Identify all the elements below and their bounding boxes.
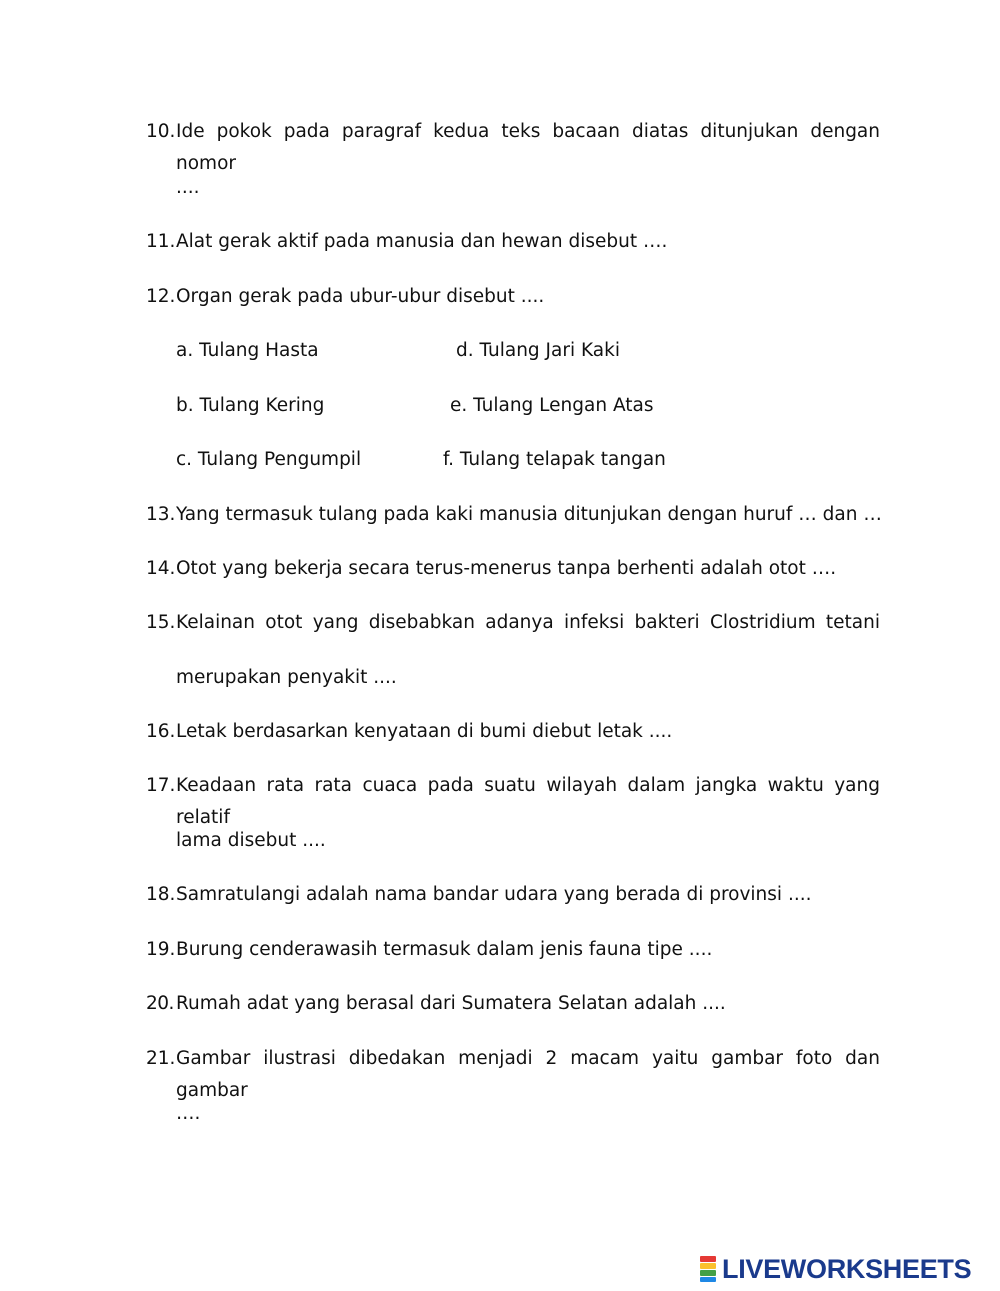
- liveworksheets-logo: [700, 1254, 971, 1284]
- question-number: 13.: [146, 504, 176, 525]
- answer-blank: ....: [176, 177, 200, 198]
- question-text: Ide pokok pada paragraf kedua teks bacaan diatas ditunjukan dengan nomor: [176, 121, 880, 174]
- logo-bar-red: [700, 1256, 716, 1262]
- question-text: Alat gerak aktif pada manusia dan hewan disebut ….: [176, 231, 668, 252]
- option-b: b. Tulang Kering: [176, 395, 325, 416]
- question-number: 12.: [146, 286, 176, 307]
- question-number: 19.: [146, 939, 176, 960]
- question-number: 18.: [146, 884, 176, 905]
- question-number: 10.: [146, 121, 176, 142]
- question-number: 16.: [146, 721, 176, 742]
- liveworksheets-logo-icon: [700, 1256, 718, 1282]
- question-text: Samratulangi adalah nama bandar udara yang berada di provinsi ....: [176, 884, 812, 905]
- question-text-cont: lama disebut ....: [176, 830, 326, 851]
- logo-bar-yellow: [700, 1263, 716, 1269]
- answer-blank: ….: [176, 1103, 201, 1124]
- option-d: d. Tulang Jari Kaki: [456, 340, 620, 361]
- question-text: Letak berdasarkan kenyataan di bumi diebut letak ....: [176, 721, 673, 742]
- logo-bar-blue: [700, 1277, 716, 1282]
- option-e: e. Tulang Lengan Atas: [450, 395, 654, 416]
- question-text: Keadaan rata rata cuaca pada suatu wilayah dalam jangka waktu yang relatif: [176, 775, 880, 828]
- option-f: f. Tulang telapak tangan: [443, 449, 666, 470]
- question-text: Kelainan otot yang disebabkan adanya infeksi bakteri Clostridium tetani: [176, 612, 880, 633]
- question-number: 15.: [146, 612, 176, 633]
- question-number: 14.: [146, 558, 176, 579]
- question-number: 21.: [146, 1048, 176, 1069]
- question-text: Organ gerak pada ubur-ubur disebut ....: [176, 286, 545, 307]
- question-number: 20.: [146, 993, 174, 1014]
- question-text: Yang termasuk tulang pada kaki manusia ditunjukan dengan huruf … dan …: [176, 504, 882, 525]
- question-text: Burung cenderawasih termasuk dalam jenis fauna tipe ....: [176, 939, 713, 960]
- option-a: a. Tulang Hasta: [176, 340, 319, 361]
- question-number: 11.: [146, 231, 176, 252]
- logo-text: LIVEWORKSHEETS: [722, 1253, 972, 1284]
- question-text: Gambar ilustrasi dibedakan menjadi 2 macam yaitu gambar foto dan gambar: [176, 1048, 880, 1101]
- option-c: c. Tulang Pengumpil: [176, 449, 362, 470]
- logo-bar-green: [700, 1270, 716, 1276]
- question-text: Otot yang bekerja secara terus-menerus tanpa berhenti adalah otot ….: [176, 558, 837, 579]
- question-number: 17.: [146, 775, 176, 796]
- question-text: Rumah adat yang berasal dari Sumatera Selatan adalah ....: [176, 993, 726, 1014]
- question-text-cont: merupakan penyakit ....: [176, 667, 397, 688]
